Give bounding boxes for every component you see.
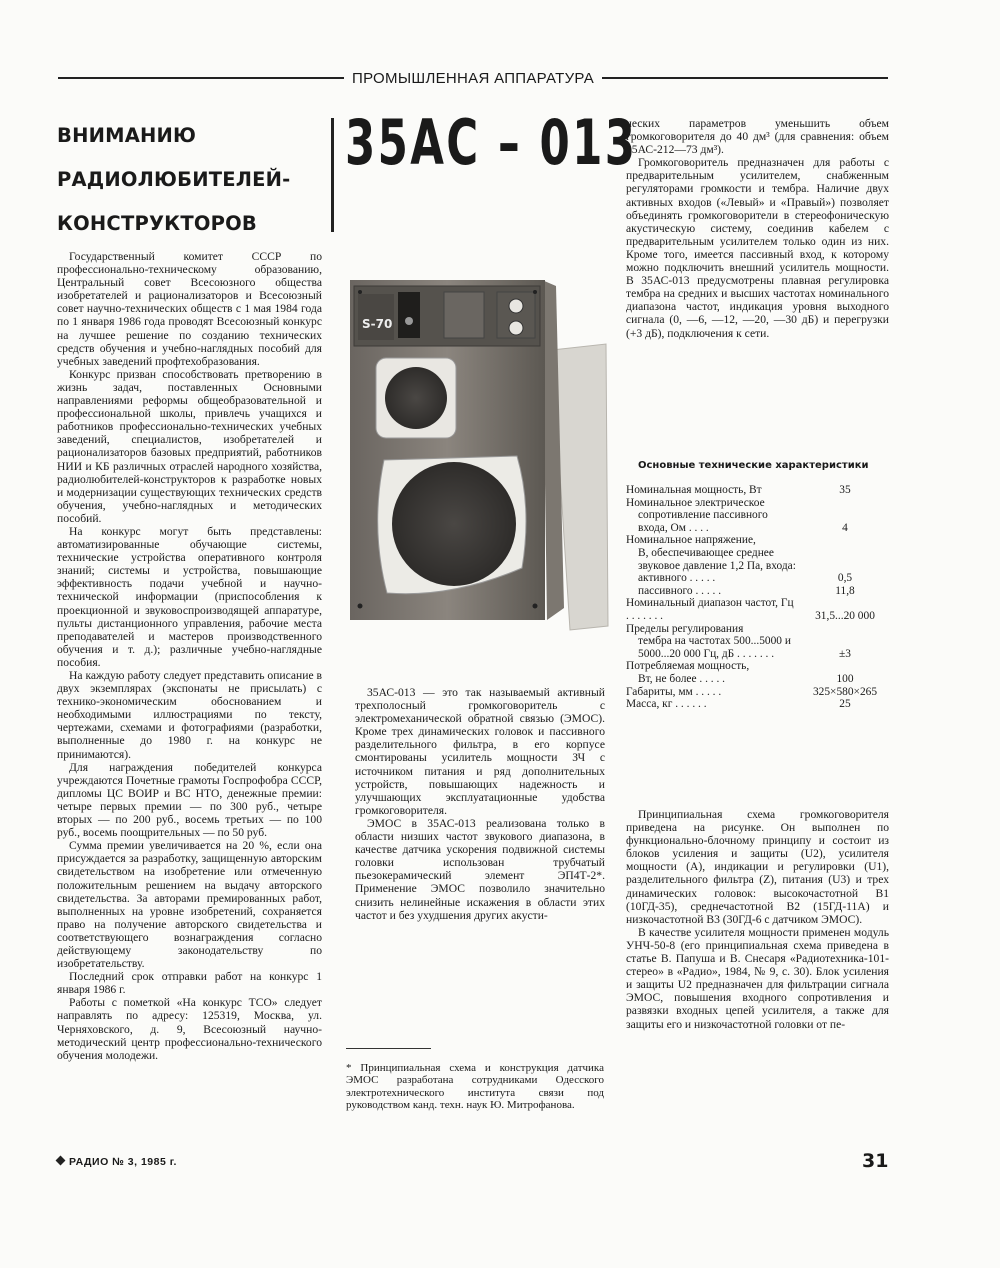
mid-speaker-cone (385, 367, 447, 429)
announcement-headline (57, 114, 327, 246)
article-continued (626, 117, 889, 340)
article-schematic-description (626, 808, 889, 1031)
woofer-cone (392, 462, 516, 586)
section-title: ПРОМЫШЛЕННАЯ АППАРАТУРА (352, 69, 594, 87)
spec-row (626, 597, 891, 622)
paragraph: ческих параметров уменьшить объем громкоговорителя до 40 дм³ (для сравнения: объем 35АС-212—73 дм³). (626, 117, 889, 157)
footnote: * Принципиальная схема и конструкция датчика ЭМОС разработана сотрудниками Одесского электротехнического института связи под руководством канд. техн. наук Ю. Митрофанова. (346, 1062, 604, 1112)
paragraph: Конкурс призван способствовать претворению в жизнь задач, поставленных Основными направлениями реформы общеобразовательной и профессиональной школы, привлечь учащихся и работников профессионально-технических учебных заведений, специалистов, изобретателей и рационализаторов базовых предприятий, работников НИИ и КБ различных отраслей народного хозяйства, радиолюбителей-конструкторов к разработке новых и модернизации существующих технических средств обучения, учебно-наглядных и методических пособий. (57, 367, 322, 525)
spec-row (626, 623, 891, 661)
paragraph: Сумма премии увеличивается на 20 %, если она присуждается за разработку, защищенную авторским свидетельством на изобретение или отмеченную положительным решением на выдачу авторского свидетельства. За авторами премированных работ, выполненных на уровне изобретений, сохраняется право на получение авторского свидетельства и соответствующего вознаграждения согласно действующему законодательству по изобретательству. (57, 839, 322, 971)
paragraph: Работы с пометкой «На конкурс ТСО» следует направлять по адресу: 125319, Москва, ул. Черняховского, д. 9, Всесоюзный научно-методический центр профессионально-технического обучения молодежи. (57, 996, 322, 1062)
spec-label (626, 585, 798, 598)
spec-label-main: Номинальный диапазон частот, Гц . . . . . . . (626, 597, 794, 622)
paragraph: Принципиальная схема громкоговорителя приведена на рисунке. Он выполнен по функционально-блочному принципу и состоит из блоков усиления и защиты (U2), усилителя мощности (A), индикации и регулировки (U1), разделительного фильтра (Z), питания (U3) и трех динамических головок: высокочастотной B1 (10ГД-35), среднечастотной B2 (15ГД-11А) и низкочастотной B3 (30ГД-6 с датчиком ЭМОС). (626, 808, 889, 926)
publication-info: РАДИО № 3, 1985 г. (69, 1156, 177, 1168)
spec-label-sub: В, обеспечивающее среднее звуковое давление 1,2 Па, входа: (638, 546, 796, 572)
spec-row (626, 686, 891, 699)
headline-line: РАДИОЛЮБИТЕЛЕЙ- (57, 168, 291, 191)
paragraph: Последний срок отправки работ на конкурс 1 января 1986 г. (57, 970, 322, 997)
publication-footer (57, 1156, 177, 1168)
paragraph: Для награждения победителей конкурса учреждаются Почетные грамоты Госпрофобра СССР, дипломы ЦС ВОИР и ВС НТО, денежные премии: четыре первых премии — по 300 руб., четыре вторых — по 200 руб., восемь третьих — по 100 руб., восемь поощрительных — по 50 руб. (57, 760, 322, 840)
spec-row (626, 484, 891, 497)
header-rule-right (602, 77, 888, 79)
power-switch (405, 317, 413, 325)
spec-label (626, 623, 798, 661)
page-number: 31 (862, 1150, 889, 1172)
spec-label-main: Масса, кг . . . . . . (626, 698, 707, 711)
power-switch-panel (398, 292, 420, 338)
column-divider (331, 118, 334, 232)
spec-value: 0,5 (837, 572, 853, 585)
spec-value: 11,8 (835, 584, 855, 597)
spec-label-main: Потребляемая мощность, (626, 660, 750, 673)
spec-value: ±3 (839, 647, 851, 660)
speaker-photo (342, 268, 612, 648)
spec-label (626, 534, 798, 572)
spec-label (626, 698, 798, 711)
spec-label-sub: тембра на частотах 500...5000 и 5000...20 000 Гц, дБ . . . . . . . (638, 635, 791, 660)
paragraph: ЭМОС в 35АС-013 реализована только в области низших частот звукового диапазона, в качестве датчика ускорения подвижной системы головки использован трубчатый пьезокерамический элемент ЭП4Т-2*. Применение ЭМОС позволило значительно снизить нелинейные искажения в области этих частот и без ухудшения других акусти- (355, 816, 605, 922)
tone-knob-mid (509, 299, 523, 313)
spec-value: 325×580×265 (812, 685, 878, 698)
diamond-icon (56, 1156, 66, 1166)
spec-value: 4 (842, 521, 848, 534)
paragraph: Громкоговоритель предназначен для работы с предварительным усилителем, снабженным регуляторами громкости и тембра. Наличие двух активных входов («Левый» и «Правый») позволяет объединять громкоговорители в стереофоническую акустическую систему, соединив кабелем с предварительным усилителем только один из них. Кроме того, имеется пассивный вход, к которому можно подключить внешний усилитель мощности. В 35АС-013 предусмотрены плавная регулировка тембра на средних и высших частотах номинального диапазона частот, индикация уровня выходного сигнала (0, —6, —12, —20, —30 дБ) и перегрузки (+3 дБ), подключения к сети. (626, 156, 889, 340)
spec-label-sub: сопротивление пассивного входа, Ом . . . . (638, 509, 768, 534)
spec-label (626, 572, 798, 585)
paragraph: В качестве усилителя мощности применен модуль УНЧ-50-8 (его принципиальная схема приведена в статье В. Папуша и В. Снесаря «Радиотехника-101-стерео» в «Радио», 1984, № 9, с. 30). Блок усиления и защиты U2 предназначен для фильтрации сигнала ЭМОС, повышения входного сопротивления и развязки входных цепей усилителя, а также для защиты его и низкочастотной головки от пе- (626, 925, 889, 1031)
tone-knob-high (509, 321, 523, 335)
model-label: S-70 (362, 317, 393, 331)
paragraph: Государственный комитет СССР по профессионально-техническому образованию, Центральный совет Всесоюзного общества изобретателей и рационализаторов и Всесоюзный совет научно-технических обществ с 1 мая 1984 года по 1 января 1986 года проводят Всесоюзный конкурс на лучшее решение по созданию технических средств обучения и учебно-наглядных пособий для учебных заведений профтехобразования. (57, 250, 322, 368)
spec-label (626, 484, 798, 497)
spec-label (626, 497, 798, 535)
article-title: 35АС – 013 (345, 106, 638, 179)
spec-label (626, 597, 798, 622)
spec-label-sub: Вт, не более . . . . . (638, 672, 726, 685)
spec-label-main: Габариты, мм . . . . . (626, 685, 722, 698)
spec-label-sub: пассивного . . . . . (638, 584, 722, 597)
spec-value: 35 (839, 484, 851, 496)
spec-value: 25 (839, 698, 851, 711)
spec-row (626, 660, 891, 685)
article-intro (355, 686, 605, 922)
spec-row (626, 698, 891, 711)
spec-value: 31,5...20 000 (815, 609, 875, 622)
spec-row (626, 534, 891, 572)
section-header (58, 68, 888, 88)
spec-label (626, 686, 798, 699)
spec-label (626, 660, 798, 685)
spec-value: 100 (836, 672, 854, 685)
spec-row (626, 585, 891, 598)
announcement-body (57, 250, 322, 1062)
spec-row (626, 572, 891, 585)
header-rule-left (58, 77, 344, 79)
paragraph: На конкурс могут быть представлены: автоматизированные обучающие системы, технические устройства оперативного контроля знаний; системы и устройства, повышающие эффективность подачи учебной и научно-технической информации (приспособления к проекционной и звуковоспроизводящей аппаратуре, пульты дистанционного управления, рабочие места преподавателей и мастеров производственного обучения и т. д.); различные учебно-наглядные пособия. (57, 524, 322, 669)
spec-label-main: Номинальное электрическое (626, 496, 765, 509)
spec-label-main: Номинальная мощность, Вт (626, 484, 762, 496)
headline-line: КОНСТРУКТОРОВ (57, 212, 257, 235)
headline-line: ВНИМАНИЮ (57, 124, 197, 147)
footnote-rule (346, 1048, 431, 1049)
specs-table (626, 484, 891, 711)
spec-label-main: Пределы регулирования (626, 622, 744, 635)
paragraph: 35АС-013 — это так называемый активный трехполосный громкоговоритель с электромеханической обратной связью (ЭМОС). Кроме трех динамических головок и пассивного разделительного фильтра, в его корпусе смонтированы усилитель мощности ЗЧ с источником питания и ряд дополнительных устройств, повышающих надежность и улучшающих эксплуатационные удобства громкоговорителя. (355, 686, 605, 817)
spec-label-sub: активного . . . . . (638, 572, 716, 585)
spec-row (626, 497, 891, 535)
level-indicator (444, 292, 484, 338)
spec-label-main: Номинальное напряжение, (626, 534, 756, 547)
paragraph: На каждую работу следует представить описание в двух экземплярах (экспонаты не присылать) с технико-экономическим обоснованием и необходимыми иллюстрациями по тексту, чертежами, схемами и фотографиями (разработки, выполненные до 1980 г. на конкурс не принимаются). (57, 669, 322, 761)
specs-title: Основные технические характеристики (638, 460, 869, 471)
